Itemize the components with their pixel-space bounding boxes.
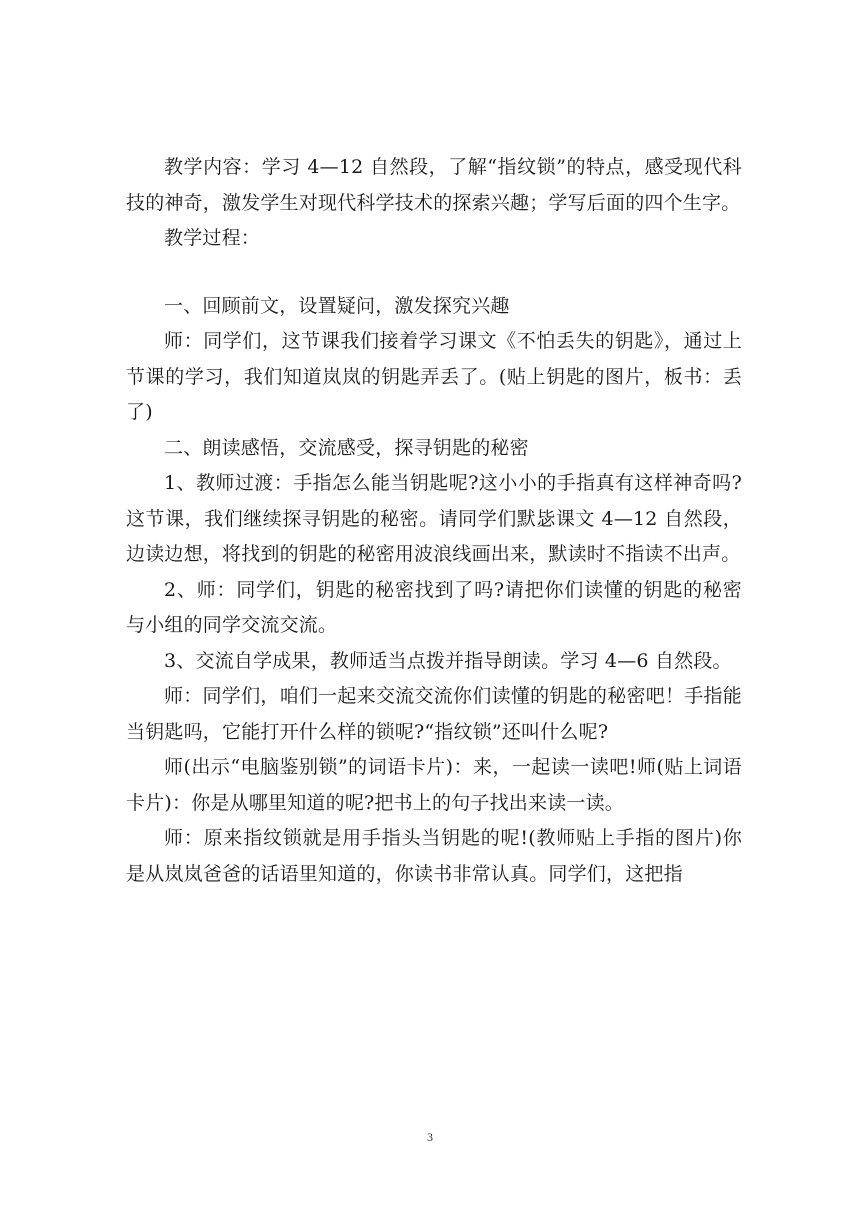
paragraph: 师：同学们，咱们一起来交流交流你们读懂的钥匙的秘密吧！手指能当钥匙吗，它能打开什么样的锁呢?“指纹锁”还叫什么呢? (126, 685, 742, 743)
document-body (126, 150, 742, 892)
paragraph: 师：同学们，这节课我们接着学习课文《不怕丢失的钥匙》，通过上节课的学习，我们知道岚岚的钥匙弄丢了。(贴上钥匙的图片，板书：丢了) (126, 330, 742, 423)
section-heading-2: 二、朗读感悟，交流感受，探寻钥匙的秘密 (164, 436, 529, 459)
section-heading-1: 一、回顾前文，设置疑问，激发探究兴趣 (164, 294, 510, 317)
paragraph: 3、交流自学成果，教师适当点拨并指导朗读。学习 4—6 自然段。 (164, 649, 732, 672)
paragraph: 师(出示“电脑鉴别锁”的词语卡片)：来，一起读一读吧!师(贴上词语卡片)：你是从哪里知道的呢?把书上的句子找出来读一读。 (126, 756, 742, 814)
paragraph: 2、师：同学们，钥匙的秘密找到了吗?请把你们读懂的钥匙的秘密与小组的同学交流交流。 (126, 578, 742, 636)
paragraph-teaching-content: 教学内容：学习 4—12 自然段，了解“指纹锁”的特点，感受现代科技的神奇，激发学生对现代科学技术的探索兴趣；学写后面的四个生字。 (126, 156, 742, 214)
paragraph-teaching-process-heading: 教学过程： (164, 227, 261, 249)
paragraph: 1、教师过渡：手指怎么能当钥匙呢?这小小的手指真有这样神奇吗?这节课，我们继续探寻钥匙的秘密。请同学们默毖课文 4—12 自然段，边读边想，将找到的钥匙的秘密用波浪线画出来，默读时不指读不出声。 (126, 472, 742, 565)
page-number: 3 (427, 1130, 433, 1144)
paragraph: 师：原来指纹锁就是用手指头当钥匙的呢!(教师贴上手指的图片)你是从岚岚爸爸的话语里知道的，你读书非常认真。同学们，这把指 (126, 827, 742, 885)
